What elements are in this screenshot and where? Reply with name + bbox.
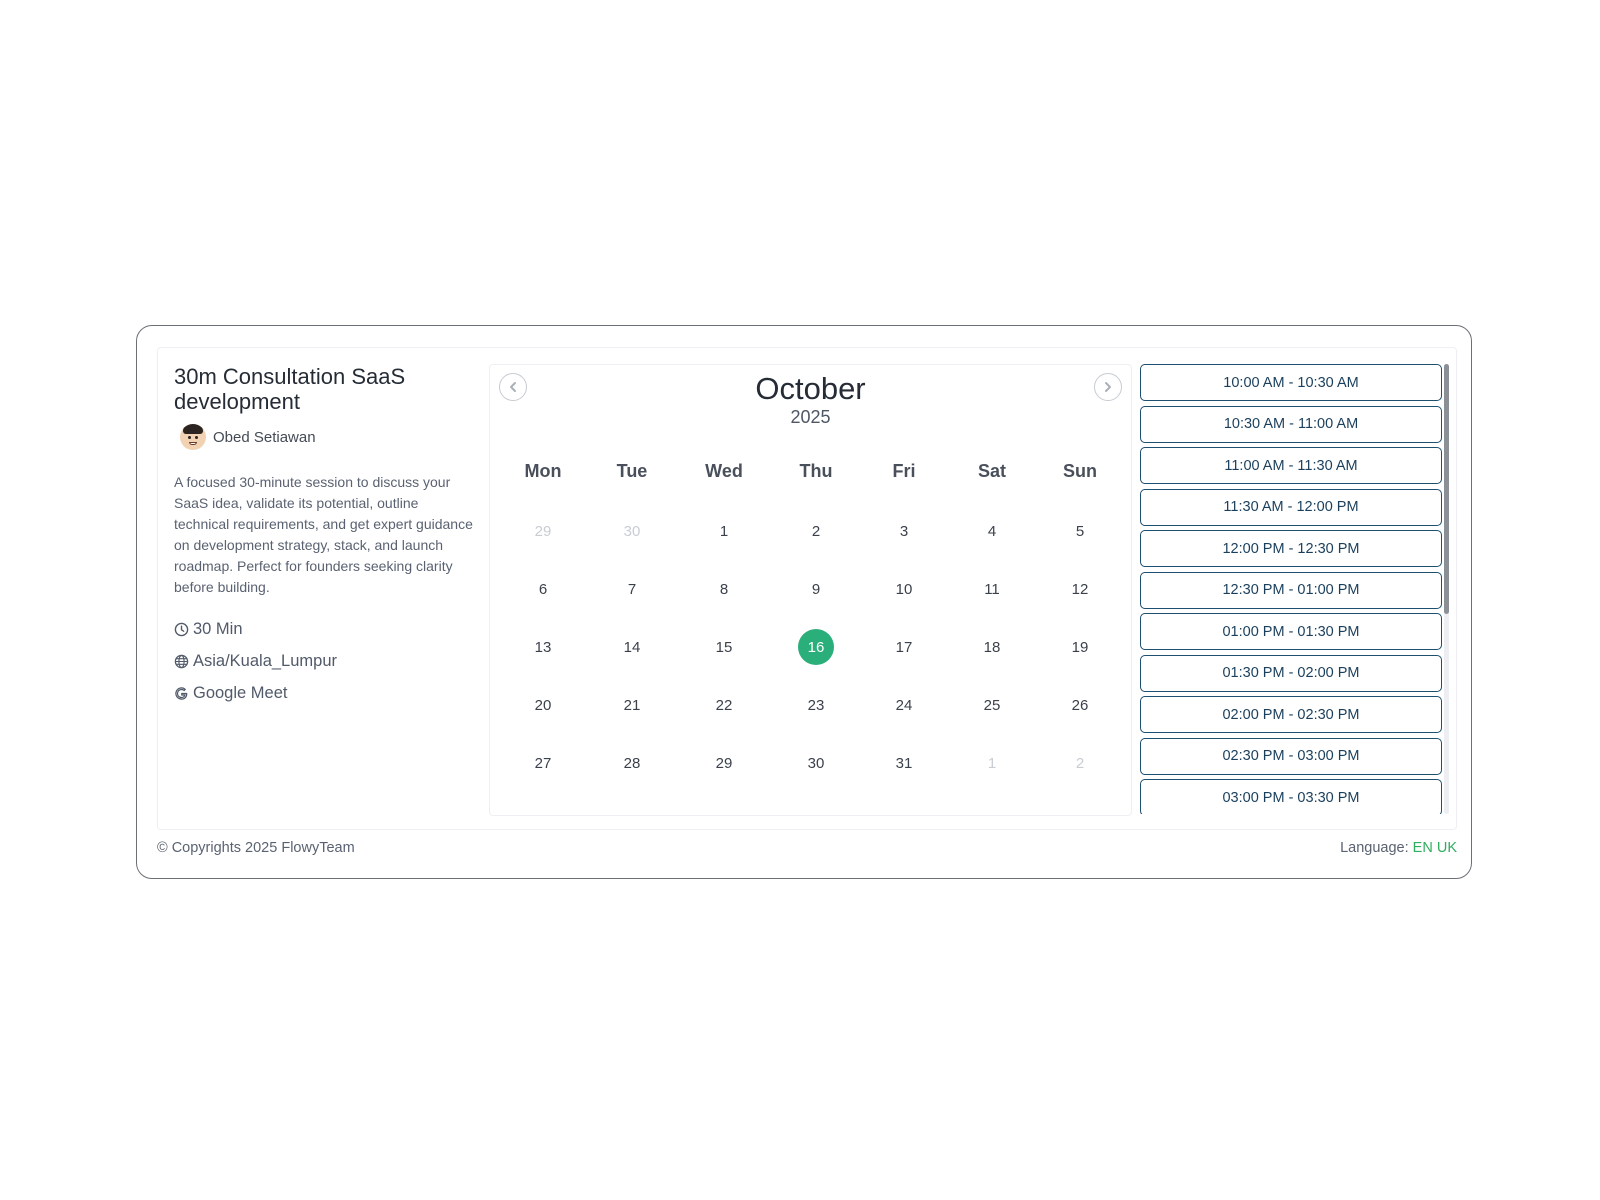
time-slot-button[interactable]: 01:00 PM - 01:30 PM bbox=[1140, 613, 1442, 650]
language-label: Language: bbox=[1340, 840, 1409, 856]
day-cell-selected[interactable]: 16 bbox=[798, 629, 834, 665]
day-cell[interactable]: 12 bbox=[1071, 580, 1089, 598]
event-description: A focused 30-minute session to discuss your SaaS idea, validate its potential, outline technical requirements, and get expert guidance on development strategy, stack, and launch roadmap. Perfect for founders seeking clarity before building. bbox=[174, 474, 473, 595]
time-slot-button[interactable]: 12:00 PM - 12:30 PM bbox=[1140, 530, 1442, 567]
day-cell[interactable]: 25 bbox=[983, 696, 1001, 714]
weekday-label: Sun bbox=[1063, 461, 1097, 481]
month-label: October bbox=[755, 371, 866, 406]
duration-text: 30 Min bbox=[193, 619, 243, 638]
day-cell[interactable]: 26 bbox=[1071, 696, 1089, 714]
day-cell[interactable]: 15 bbox=[715, 638, 733, 656]
globe-icon bbox=[174, 654, 189, 669]
location-row bbox=[174, 677, 474, 709]
weekday-label: Wed bbox=[705, 461, 743, 481]
language-link[interactable]: EN UK bbox=[1412, 840, 1457, 856]
day-cell[interactable]: 21 bbox=[623, 696, 641, 714]
calendar bbox=[489, 364, 1132, 816]
time-slot-button[interactable]: 12:30 PM - 01:00 PM bbox=[1140, 572, 1442, 609]
day-cell[interactable]: 11 bbox=[984, 580, 1000, 598]
day-cell[interactable]: 28 bbox=[623, 754, 641, 772]
day-cell[interactable]: 17 bbox=[895, 638, 913, 656]
day-cell[interactable]: 20 bbox=[534, 696, 552, 714]
day-cell[interactable]: 1 bbox=[719, 522, 729, 540]
chevron-right-icon bbox=[1103, 381, 1113, 393]
weekday-label: Mon bbox=[524, 461, 562, 481]
location-text: Google Meet bbox=[193, 683, 288, 702]
time-slot-button[interactable]: 11:30 AM - 12:00 PM bbox=[1140, 489, 1442, 526]
event-info bbox=[174, 364, 474, 709]
day-cell[interactable]: 3 bbox=[899, 522, 909, 540]
weekday-label: Thu bbox=[799, 461, 833, 481]
day-cell[interactable]: 9 bbox=[811, 580, 821, 598]
time-slot-button[interactable]: 10:00 AM - 10:30 AM bbox=[1140, 364, 1442, 401]
weekday-label: Sat bbox=[977, 461, 1006, 481]
year-label: 2025 bbox=[790, 407, 831, 427]
day-cell[interactable]: 10 bbox=[895, 580, 913, 598]
day-cell: 30 bbox=[623, 522, 641, 540]
host bbox=[180, 424, 474, 450]
day-cell[interactable]: 13 bbox=[534, 638, 552, 656]
duration-row bbox=[174, 613, 474, 645]
time-slot-list bbox=[1138, 364, 1444, 814]
avatar bbox=[180, 424, 206, 450]
day-cell[interactable]: 23 bbox=[807, 696, 825, 714]
event-title: 30m Consultation SaaS development bbox=[174, 364, 406, 414]
slot-scrollbar-thumb[interactable] bbox=[1444, 364, 1449, 614]
timezone-row bbox=[174, 645, 474, 677]
google-icon bbox=[174, 686, 189, 701]
copyright: © Copyrights 2025 FlowyTeam bbox=[157, 840, 355, 856]
day-cell[interactable]: 24 bbox=[895, 696, 913, 714]
day-cell[interactable]: 29 bbox=[715, 754, 733, 772]
weekday-label: Fri bbox=[892, 461, 916, 481]
time-slot-button[interactable]: 03:00 PM - 03:30 PM bbox=[1140, 779, 1442, 814]
timezone-text: Asia/Kuala_Lumpur bbox=[193, 651, 338, 670]
slot-scrollbar[interactable] bbox=[1444, 364, 1449, 814]
booking-widget bbox=[136, 325, 1472, 879]
time-slot-button[interactable]: 11:00 AM - 11:30 AM bbox=[1140, 447, 1442, 484]
time-slot-button[interactable]: 01:30 PM - 02:00 PM bbox=[1140, 655, 1442, 692]
day-cell[interactable]: 30 bbox=[807, 754, 825, 772]
day-cell[interactable]: 14 bbox=[623, 638, 641, 656]
day-cell[interactable]: 5 bbox=[1075, 522, 1085, 540]
booking-panel bbox=[157, 347, 1457, 830]
day-cell: 29 bbox=[534, 522, 552, 540]
day-cell[interactable]: 18 bbox=[983, 638, 1001, 656]
event-meta bbox=[174, 613, 474, 709]
time-slot-button[interactable]: 02:30 PM - 03:00 PM bbox=[1140, 738, 1442, 775]
day-cell: 1 bbox=[987, 754, 997, 772]
day-cell[interactable]: 4 bbox=[987, 522, 997, 540]
next-month-button[interactable] bbox=[1094, 373, 1122, 401]
day-cell[interactable]: 8 bbox=[719, 580, 729, 598]
host-name: Obed Setiawan bbox=[213, 428, 316, 446]
language-selector bbox=[1340, 840, 1457, 856]
day-cell[interactable]: 6 bbox=[538, 580, 548, 598]
clock-icon bbox=[174, 622, 189, 637]
day-cell[interactable]: 31 bbox=[895, 754, 913, 772]
day-cell[interactable]: 22 bbox=[715, 696, 733, 714]
day-cell[interactable]: 2 bbox=[811, 522, 821, 540]
weekday-label: Tue bbox=[616, 461, 648, 481]
day-cell[interactable]: 7 bbox=[627, 580, 637, 598]
day-cell: 2 bbox=[1075, 754, 1085, 772]
time-slot-button[interactable]: 02:00 PM - 02:30 PM bbox=[1140, 696, 1442, 733]
day-cell[interactable]: 19 bbox=[1071, 638, 1089, 656]
time-slot-button[interactable]: 10:30 AM - 11:00 AM bbox=[1140, 406, 1442, 443]
day-cell[interactable]: 27 bbox=[534, 754, 552, 772]
